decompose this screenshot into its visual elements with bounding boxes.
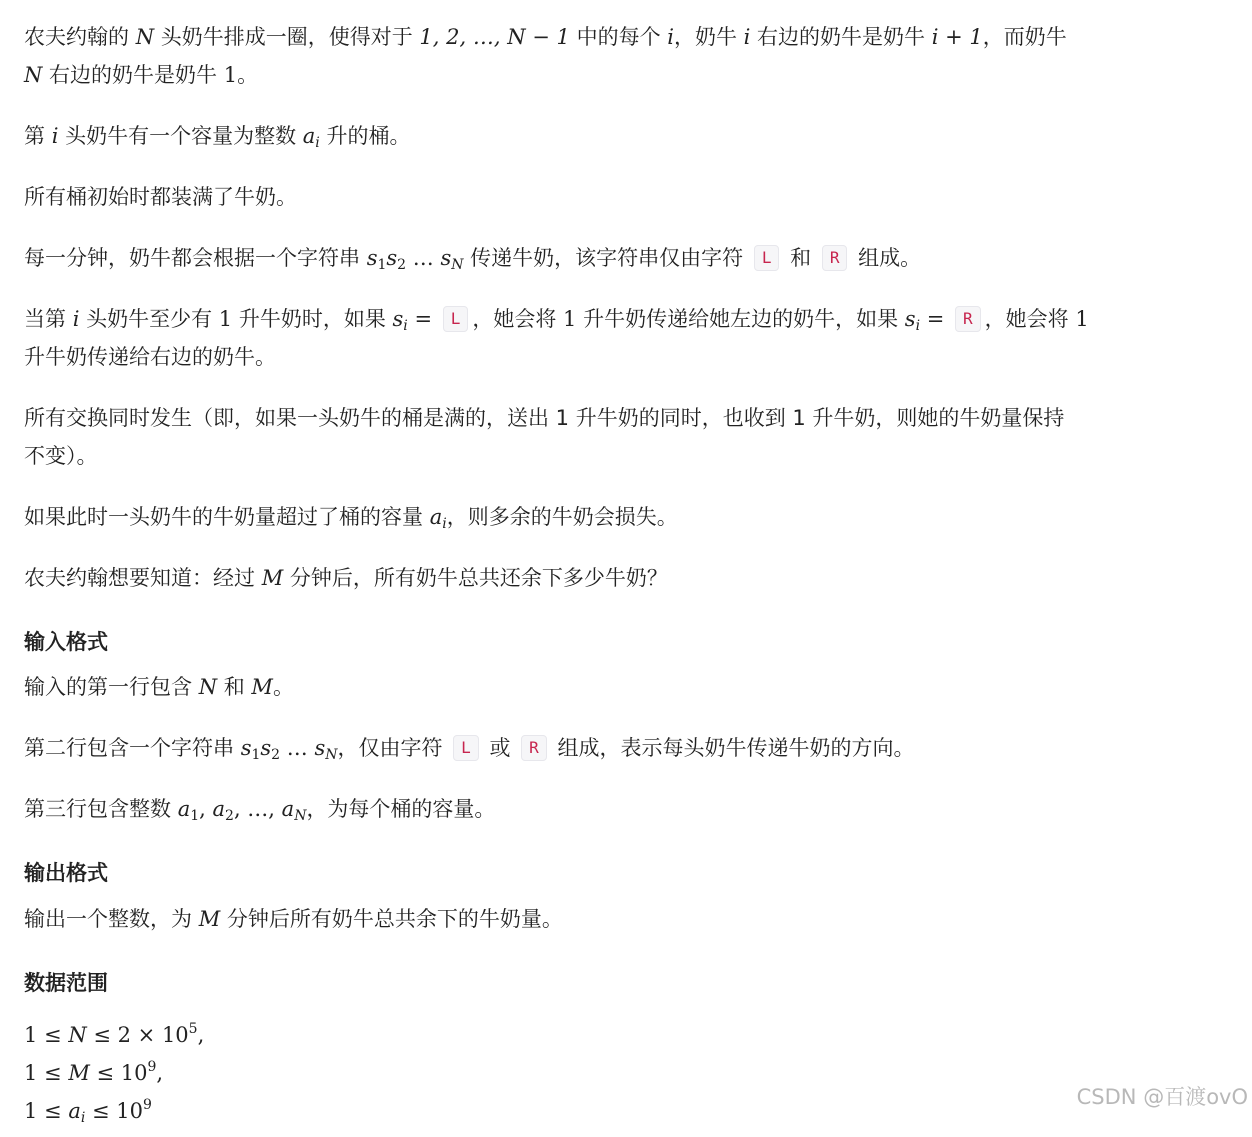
- text: 右边的奶牛是奶牛: [750, 25, 932, 49]
- text: 组成。: [851, 246, 922, 270]
- text: 农夫约翰的: [24, 25, 136, 49]
- math-m: M: [261, 566, 284, 590]
- math-a: a: [177, 797, 191, 821]
- text: ，则多余的牛奶会损失。: [446, 505, 678, 529]
- text: 农夫约翰想要知道：经过: [24, 566, 262, 590]
- code-L: L: [443, 306, 469, 332]
- math-sequence: 1, 2, …, N − 1: [419, 25, 570, 49]
- text: 所有桶初始时都装满了牛奶。: [24, 185, 297, 209]
- math-n: N: [135, 25, 155, 49]
- code-L: L: [453, 735, 479, 761]
- math-subscript: 1: [251, 747, 261, 763]
- math-subscript: 2: [397, 257, 407, 273]
- text: 输出一个整数，为: [24, 907, 199, 931]
- text: 头奶牛排成一圈，使得对于: [154, 25, 420, 49]
- text: ，奶牛: [673, 25, 744, 49]
- paragraph-string-rule: [24, 239, 1234, 284]
- text: 。: [272, 675, 294, 699]
- paragraph-transfer-rule-line2: [24, 338, 1234, 376]
- math-text: 1 ≤: [24, 1061, 69, 1085]
- text: 第三行包含整数: [24, 797, 178, 821]
- math-i: i: [743, 25, 751, 49]
- text: ，她会将: [984, 307, 1076, 331]
- math-one: 1: [1075, 307, 1089, 331]
- paragraph-input-line3: [24, 790, 1234, 835]
- math-s: s: [440, 246, 452, 270]
- text: ，她会将: [472, 307, 564, 331]
- text: 中的每个: [569, 25, 668, 49]
- paragraph-initial-full: [24, 178, 1234, 216]
- math-text: 1 ≤: [24, 1099, 69, 1123]
- text: 头奶牛有一个容量为整数: [58, 124, 303, 148]
- text: 头奶牛至少有: [79, 307, 219, 331]
- math-subscript: i: [442, 516, 447, 532]
- text: 第二行包含一个字符串: [24, 736, 241, 760]
- math-s: s: [904, 307, 916, 331]
- math-m: M: [198, 907, 221, 931]
- math-text: ≤ 10: [89, 1061, 148, 1085]
- math-subscript: 1: [377, 257, 387, 273]
- text: ，为每个桶的容量。: [306, 797, 496, 821]
- math-dots: …: [406, 246, 441, 270]
- text: 分钟后所有奶牛总共余下的牛奶量。: [220, 907, 563, 931]
- math-i: i: [72, 307, 80, 331]
- math-subscript: i: [915, 318, 921, 334]
- heading-data-range: 数据范围: [24, 971, 108, 995]
- math-subscript: 2: [271, 747, 281, 763]
- heading-input-format: 输入格式: [24, 630, 108, 654]
- math-one: 1: [563, 307, 577, 331]
- math-a-i: a: [429, 505, 443, 529]
- text: 不变）。: [24, 444, 98, 468]
- math-subscript: i: [315, 135, 320, 151]
- math-subscript: i: [80, 1110, 86, 1126]
- math-subscript: 2: [225, 808, 234, 824]
- text: 当第: [24, 307, 73, 331]
- math-text: ,: [197, 1023, 205, 1047]
- math-subscript: N: [325, 747, 338, 763]
- text: 每一分钟，奶牛都会根据一个字符串: [24, 246, 367, 270]
- paragraph-simultaneous-line2: [24, 437, 1234, 475]
- text: 升牛奶时，如果: [232, 307, 393, 331]
- paragraph-simultaneous-line1: [24, 399, 1234, 437]
- paragraph-overflow: [24, 498, 1234, 543]
- math-equals: =: [407, 307, 439, 331]
- math-superscript: 5: [188, 1021, 198, 1037]
- math-i: i: [51, 124, 59, 148]
- csdn-watermark: CSDN @百渡ovO: [1076, 1085, 1248, 1109]
- text: 分钟后，所有奶牛总共还余下多少牛奶？: [283, 566, 668, 590]
- math-a-i: a: [302, 124, 316, 148]
- text: 和: [217, 675, 252, 699]
- math-i: i: [667, 25, 674, 49]
- text: 第: [24, 124, 52, 148]
- math-s: s: [366, 246, 378, 270]
- math-subscript: N: [294, 808, 307, 824]
- math-text: ,: [156, 1061, 164, 1085]
- code-R: R: [521, 735, 547, 761]
- math-text: 1 ≤: [24, 1023, 69, 1047]
- text: ，仅由字符: [337, 736, 450, 760]
- math-i-plus-1: i + 1: [931, 25, 983, 49]
- math-a-i: a: [68, 1099, 81, 1123]
- text: 如果此时一头奶牛的牛奶量超过了桶的容量: [24, 505, 430, 529]
- text: 传递牛奶，该字符串仅由字符: [463, 246, 750, 270]
- text: 组成，表示每头奶牛传递牛奶的方向。: [550, 736, 915, 760]
- range-a-i: [24, 1086, 1234, 1137]
- math-one: 1: [223, 63, 238, 87]
- math-m: M: [68, 1061, 90, 1085]
- paragraph-bucket-capacity: [24, 117, 1234, 162]
- math-subscript: 1: [190, 808, 200, 824]
- math-text: ≤ 10: [85, 1099, 143, 1123]
- text: 和: [783, 246, 818, 270]
- paragraph-output: [24, 900, 1234, 938]
- text: 升牛奶传递给她左边的奶牛，如果: [576, 307, 905, 331]
- math-text: ≤ 2 × 10: [86, 1023, 189, 1047]
- math-one: 1: [218, 307, 233, 331]
- math-subscript: N: [451, 257, 464, 273]
- text: 输入的第一行包含: [24, 675, 199, 699]
- math-comma: ,: [199, 797, 213, 821]
- text: 右边的奶牛是奶牛: [42, 63, 224, 87]
- math-a: a: [281, 797, 295, 821]
- paragraph-input-line2: [24, 729, 1234, 774]
- math-n: N: [198, 675, 218, 699]
- math-s: s: [314, 736, 326, 760]
- math-dots: , …,: [233, 797, 282, 821]
- paragraph-question: [24, 559, 1234, 597]
- paragraph-cow-circle-line1: [24, 18, 1234, 56]
- math-dots: …: [280, 736, 315, 760]
- paragraph-cow-circle-line2: [24, 56, 1234, 94]
- code-R: R: [955, 306, 981, 332]
- code-R: R: [822, 245, 848, 271]
- math-equals: =: [920, 307, 951, 331]
- math-subscript: i: [403, 318, 408, 334]
- math-s: s: [260, 736, 272, 760]
- text: ，而奶牛: [982, 25, 1067, 49]
- math-superscript: 9: [147, 1059, 157, 1075]
- math-s: s: [392, 307, 404, 331]
- paragraph-input-line1: [24, 668, 1234, 706]
- text: 升牛奶传递给右边的奶牛。: [24, 345, 276, 369]
- text: 升的桶。: [319, 124, 411, 148]
- math-s: s: [386, 246, 398, 270]
- math-a: a: [212, 797, 226, 821]
- text: 所有交换同时发生（即，如果一头奶牛的桶是满的，送出 1 升牛奶的同时，也收到 1 升牛奶，则她的牛奶量保持: [24, 406, 1065, 430]
- math-n: N: [24, 63, 43, 87]
- math-m: M: [251, 675, 273, 699]
- math-n: N: [68, 1023, 87, 1047]
- code-L: L: [754, 245, 780, 271]
- heading-output-format: 输出格式: [24, 861, 108, 885]
- math-superscript: 9: [143, 1097, 152, 1113]
- text: 。: [237, 63, 259, 87]
- math-s: s: [240, 736, 252, 760]
- text: 或: [482, 736, 518, 760]
